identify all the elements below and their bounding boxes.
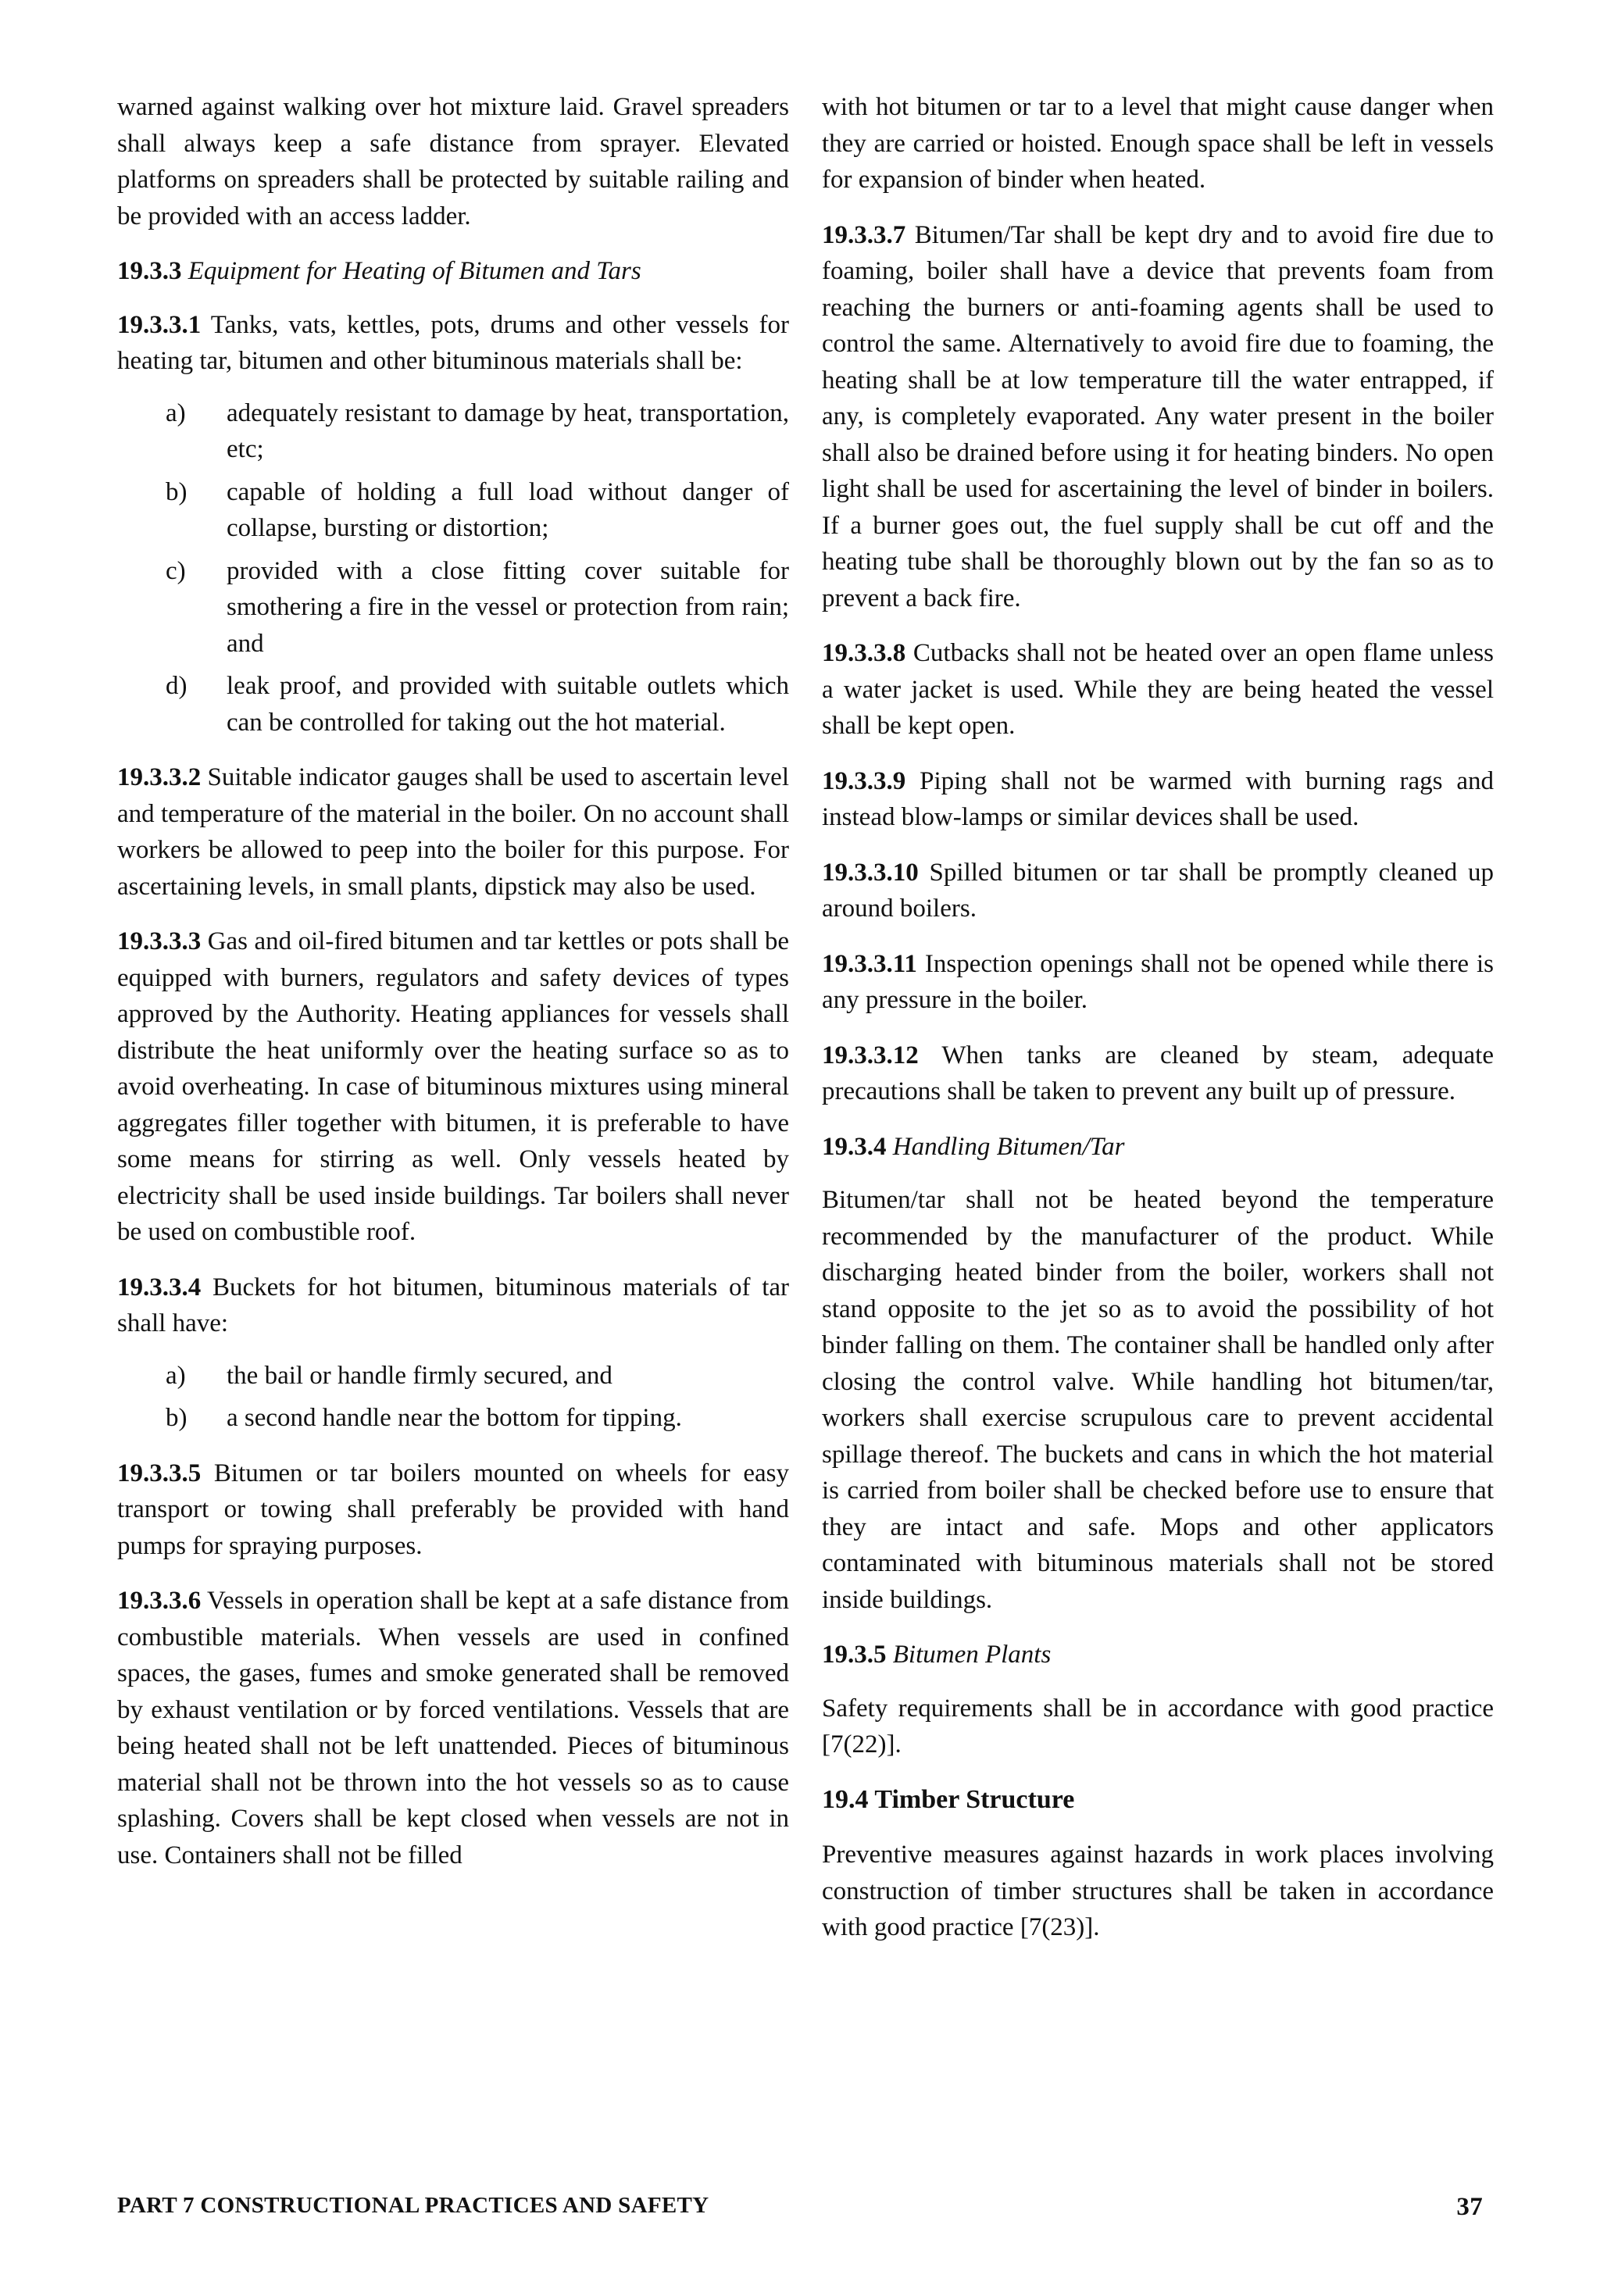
paragraph-continuation-left: warned against walking over hot mixture laid. Gravel spreaders shall always keep a safe distance from sprayer. Elevated platforms on spreaders shall be protected by suitable railing and be provided with an access ladder. [117, 93, 789, 230]
section-title: Equipment for Heating of Bitumen and Tars [188, 257, 641, 285]
paragraph-19-3-3-12 [822, 1037, 1494, 1110]
clause-number: 19.3.3.7 [822, 220, 906, 249]
paragraph-19-3-3-11 [822, 946, 1494, 1019]
list-item-text: capable of holding a full load without danger of collapse, bursting or distortion; [227, 477, 789, 542]
paragraph-19-3-3-5 [117, 1455, 789, 1565]
section-number: 19.4 [822, 1784, 869, 1814]
list-item-text: leak proof, and provided with suitable outlets which can be controlled for taking out the hot material. [227, 672, 789, 737]
section-number: 19.3.4 [822, 1132, 887, 1161]
clause-number: 19.3.3.5 [117, 1459, 202, 1487]
paragraph-19-3-3-4 [117, 1269, 789, 1342]
left-column [117, 89, 789, 1892]
paragraph-19-3-3-6 [117, 1583, 789, 1873]
clause-number: 19.3.3.3 [117, 927, 202, 955]
right-column [822, 89, 1494, 1965]
list-marker: a) [166, 398, 186, 427]
heading-19-4 [822, 1782, 1494, 1819]
clause-number: 19.3.3.11 [822, 949, 917, 978]
clause-number: 19.3.3.4 [117, 1273, 202, 1302]
clause-number: 19.3.3.6 [117, 1587, 202, 1615]
paragraph-19-3-3-1 [117, 307, 789, 380]
clause-text: Buckets for hot bitumen, bituminous materials of tar shall have: [117, 1273, 789, 1337]
clause-number: 19.3.3.12 [822, 1041, 919, 1069]
paragraph-19-3-4: Bitumen/tar shall not be heated beyond the temperature recommended by the manufacturer of the product. While discharging heated binder from the boiler, workers shall not stand opposite to the jet so as to avoid the possibility of hot binder falling on them. The container shall be handled only after closing the control valve. While handling hot bitumen/tar, workers shall exercise scrupulous care to prevent accidental spillage thereof. The buckets and cans in which the hot material is carried from boiler shall be checked before use to ensure that they are intact and safe. Mops and other applicators contaminated with bituminous materials shall not be stored inside buildings. [822, 1186, 1494, 1614]
page-number: 37 [1456, 2193, 1483, 2221]
list-item-text: the bail or handle firmly secured, and [227, 1361, 612, 1390]
list-item-text: a second handle near the bottom for tipping. [227, 1404, 682, 1432]
clause-text: Bitumen or tar boilers mounted on wheels for easy transport or towing shall preferably be provided with hand pumps for spraying purposes. [117, 1459, 789, 1560]
clause-text: Bitumen/Tar shall be kept dry and to avoid fire due to foaming, boiler shall have a device that prevents foam from reaching the burners or anti-foaming agents shall be used to control the same. Alternatively to avoid fire due to foaming, the heating shall be at low temperature till the water entrapped, if any, is completely evaporated. Any water present in the boiler shall also be drained before using it for heating binders. No open light shall be used for ascertaining the level of binder in boilers. If a burner goes out, the fuel supply shall be cut off and the heating tube shall be thoroughly blown out by the fan so as to prevent a back fire. [822, 220, 1495, 612]
paragraph-continuation-right: with hot bitumen or tar to a level that might cause danger when they are carried or hoisted. Enough space shall be left in vessels for expansion of binder when heated. [822, 93, 1494, 194]
list-item [117, 474, 789, 547]
list-marker: a) [166, 1361, 186, 1390]
paragraph-19-3-3-9 [822, 763, 1494, 836]
paragraph-19-3-3-10 [822, 855, 1494, 927]
clause-number: 19.3.3.10 [822, 858, 919, 887]
section-title: Timber Structure [874, 1784, 1075, 1814]
paragraph-19-3-5: Safety requirements shall be in accordance with good practice [7(22)]. [822, 1694, 1494, 1759]
paragraph-19-3-3-3 [117, 923, 789, 1251]
list-item [117, 553, 789, 662]
paragraph-19-3-3-7 [822, 217, 1494, 617]
clause-number: 19.3.3.8 [822, 639, 906, 667]
section-number: 19.3.5 [822, 1641, 887, 1669]
list-marker: d) [166, 672, 188, 700]
list-item [117, 1400, 789, 1437]
clause-number: 19.3.3.1 [117, 310, 202, 339]
list-item [117, 1358, 789, 1394]
clause-text: Vessels in operation shall be kept at a safe distance from combustible materials. When vessels are used in confined spaces, the gases, fumes and smoke generated shall be removed by exhaust ventilation or by forced ventilations. Vessels that are being heated shall not be left unattended. Pieces of bituminous material shall not be thrown into the hot vessels so as to cause splashing. Covers shall be kept closed when vessels are not in use. Containers shall not be filled [117, 1587, 789, 1869]
list-bucket-requirements [117, 1358, 789, 1437]
paragraph-19-3-3-8 [822, 635, 1494, 745]
list-vessel-requirements [117, 395, 789, 741]
page-footer [117, 2193, 1483, 2219]
section-title: Handling Bitumen/Tar [892, 1132, 1125, 1161]
clause-text: Inspection openings shall not be opened while there is any pressure in the boiler. [822, 949, 1494, 1014]
section-title: Bitumen Plants [892, 1641, 1052, 1669]
paragraph-19-3-3-2 [117, 759, 789, 905]
clause-text: Suitable indicator gauges shall be used to ascertain level and temperature of the material in the boiler. On no account shall workers be allowed to peep into the boiler for this purpose. For ascertaining levels, in small plants, dipstick may also be used. [117, 763, 789, 901]
clause-text: When tanks are cleaned by steam, adequate precautions shall be taken to prevent any built up of pressure. [822, 1041, 1494, 1105]
clause-text: Spilled bitumen or tar shall be promptly cleaned up around boilers. [822, 858, 1495, 923]
list-item-text: provided with a close fitting cover suitable for smothering a fire in the vessel or protection from rain; and [227, 556, 789, 658]
heading-19-3-3 [117, 253, 789, 290]
clause-number: 19.3.3.9 [822, 766, 906, 795]
clause-number: 19.3.3.2 [117, 763, 202, 791]
footer-label: PART 7 CONSTRUCTIONAL PRACTICES AND SAFETY [117, 2193, 709, 2218]
list-marker: b) [166, 1404, 188, 1432]
clause-text: Tanks, vats, kettles, pots, drums and other vessels for heating tar, bitumen and other bituminous materials shall be: [117, 310, 790, 375]
paragraph-19-4: Preventive measures against hazards in work places involving construction of timber structures shall be taken in accordance with good practice [7(23)]. [822, 1841, 1494, 1941]
list-item [117, 395, 789, 468]
section-number: 19.3.3 [117, 257, 182, 285]
heading-19-3-4 [822, 1129, 1494, 1166]
clause-text: Piping shall not be warmed with burning rags and instead blow-lamps or similar devices shall be used. [822, 766, 1494, 831]
list-marker: b) [166, 477, 188, 506]
heading-19-3-5 [822, 1637, 1494, 1673]
list-marker: c) [166, 556, 186, 585]
clause-text: Gas and oil-fired bitumen and tar kettles or pots shall be equipped with burners, regulators and safety devices of types approved by the Authority. Heating appliances for vessels shall distribute the heat uniformly over the heating surface so as to avoid overheating. In case of bituminous mixtures using mineral aggregates filler together with bitumen, it is preferable to have some means for stirring as well. Only vessels heated by electricity shall be used inside buildings. Tar boilers shall never be used on combustible roof. [117, 927, 789, 1246]
list-item [117, 668, 789, 741]
list-item-text: adequately resistant to damage by heat, transportation, etc; [227, 398, 789, 463]
clause-text: Cutbacks shall not be heated over an open flame unless a water jacket is used. While they are being heated the vessel shall be kept open. [822, 639, 1495, 740]
